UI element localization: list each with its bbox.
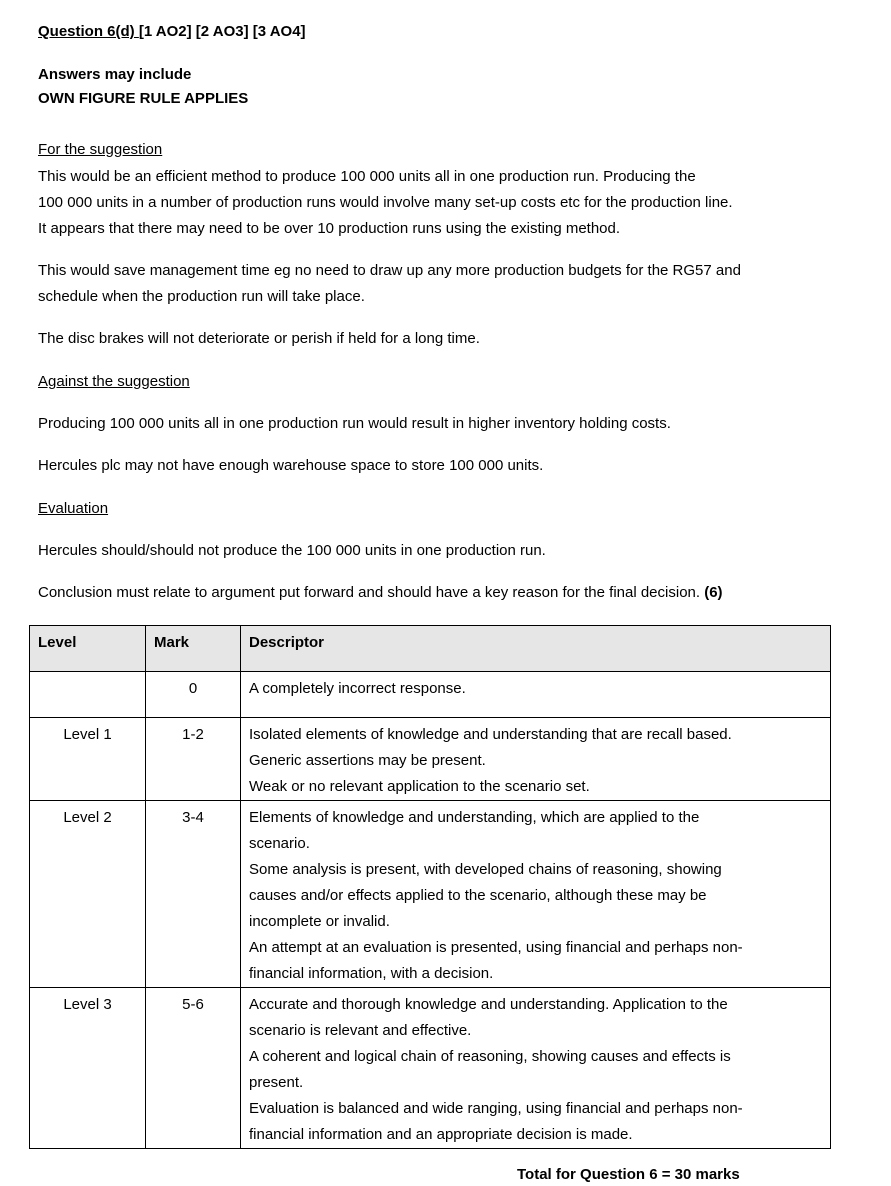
descriptor-line: Generic assertions may be present. — [249, 752, 486, 769]
marks-available: (6) — [704, 584, 723, 601]
descriptor-line: present. — [249, 1074, 304, 1091]
for-paragraph-1 — [38, 164, 733, 242]
evaluation-paragraph-2 — [38, 580, 723, 606]
against-paragraph-2: Hercules plc may not have enough warehouse space to store 100 000 units. — [38, 457, 544, 474]
table-row — [30, 988, 831, 1149]
for-paragraph-3: The disc brakes will not deteriorate or perish if held for a long time. — [38, 330, 480, 347]
descriptor-line: incomplete or invalid. — [249, 913, 390, 930]
question-heading — [38, 19, 306, 45]
evaluation-paragraph-1: Hercules should/should not produce the 100 000 units in one production run. — [38, 542, 546, 559]
descriptor-line: Evaluation is balanced and wide ranging, using financial and perhaps non- — [249, 1100, 743, 1117]
intro-line: Answers may include — [38, 66, 192, 83]
table-row — [30, 718, 831, 801]
descriptor-line: A completely incorrect response. — [249, 680, 466, 697]
intro-line: OWN FIGURE RULE APPLIES — [38, 90, 249, 107]
mark-cell: 3-4 — [146, 801, 241, 988]
conclusion-text: Conclusion must relate to argument put forward and should have a key reason for the final decision. — [38, 584, 705, 601]
descriptor-line: Weak or no relevant application to the scenario set. — [249, 778, 590, 795]
against-paragraph-1: Producing 100 000 units all in one production run would result in higher inventory holding costs. — [38, 415, 671, 432]
mark-cell: 1-2 — [146, 718, 241, 801]
descriptor-cell — [241, 672, 831, 718]
mark-cell: 5-6 — [146, 988, 241, 1149]
descriptor-cell — [241, 988, 831, 1149]
assessment-objectives: [1 AO2] [2 AO3] [3 AO4] — [138, 23, 306, 40]
evaluation-heading: Evaluation — [38, 500, 109, 517]
text-line: schedule when the production run will take place. — [38, 288, 365, 305]
descriptor-line: Accurate and thorough knowledge and understanding. Application to the — [249, 996, 728, 1013]
descriptor-line: causes and/or effects applied to the scenario, although these may be — [249, 887, 707, 904]
level-cell: Level 3 — [30, 988, 146, 1149]
question-total: Total for Question 6 = 30 marks — [517, 1166, 740, 1183]
against-heading: Against the suggestion — [38, 373, 190, 390]
table-row — [30, 801, 831, 988]
descriptor-line: Some analysis is present, with developed chains of reasoning, showing — [249, 861, 722, 878]
text-line: It appears that there may need to be over 10 production runs using the existing method. — [38, 220, 621, 237]
level-cell — [30, 672, 146, 718]
text-line: This would save management time eg no need to draw up any more production budgets for the RG57 and — [38, 262, 741, 279]
descriptor-line: financial information, with a decision. — [249, 965, 494, 982]
descriptor-cell — [241, 801, 831, 988]
header-descriptor: Descriptor — [241, 626, 831, 672]
descriptor-cell — [241, 718, 831, 801]
for-heading: For the suggestion — [38, 141, 163, 158]
text-line: This would be an efficient method to produce 100 000 units all in one production run. Producing the — [38, 168, 696, 185]
levels-table — [29, 625, 831, 1149]
descriptor-line: A coherent and logical chain of reasoning, showing causes and effects is — [249, 1048, 731, 1065]
descriptor-line: scenario is relevant and effective. — [249, 1022, 472, 1039]
descriptor-line: An attempt at an evaluation is presented, using financial and perhaps non- — [249, 939, 743, 956]
for-paragraph-2 — [38, 258, 741, 310]
descriptor-line: financial information and an appropriate decision is made. — [249, 1126, 633, 1143]
intro — [38, 62, 248, 112]
table-row — [30, 672, 831, 718]
text-line: 100 000 units in a number of production runs would involve many set-up costs etc for the production line. — [38, 194, 733, 211]
level-cell: Level 1 — [30, 718, 146, 801]
level-cell: Level 2 — [30, 801, 146, 988]
table-header-row — [30, 626, 831, 672]
question-number: Question 6(d) — [38, 23, 139, 40]
header-level: Level — [30, 626, 146, 672]
descriptor-line: Isolated elements of knowledge and understanding that are recall based. — [249, 726, 732, 743]
descriptor-line: Elements of knowledge and understanding, which are applied to the — [249, 809, 700, 826]
mark-cell: 0 — [146, 672, 241, 718]
header-mark: Mark — [146, 626, 241, 672]
descriptor-line: scenario. — [249, 835, 310, 852]
